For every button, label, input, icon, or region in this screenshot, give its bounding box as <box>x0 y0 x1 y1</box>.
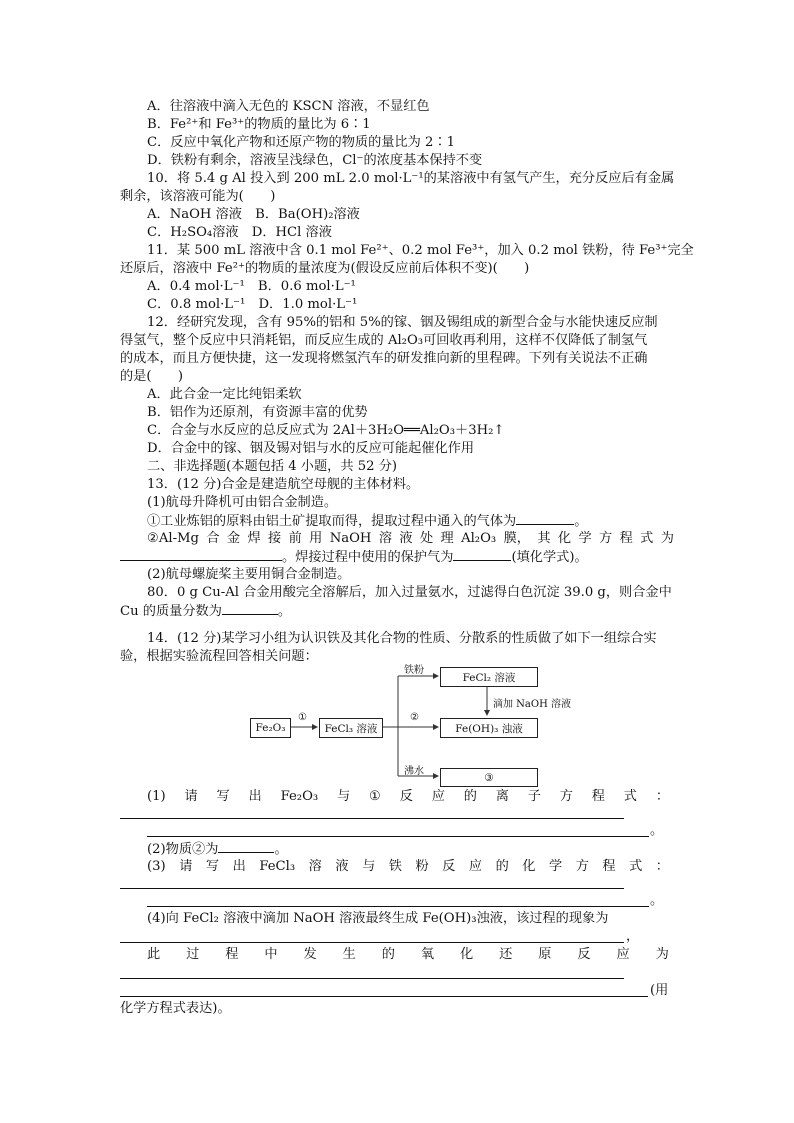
justified-word: 请 <box>179 859 193 874</box>
justified-word: 方 <box>559 789 573 804</box>
q13-part2-text: Cu 的质量分数为 <box>120 604 222 619</box>
q12-option-c: C．合金与水反应的总反应式为 2Al＋3H₂O══Al₂O₃＋3H₂↑ <box>147 423 505 438</box>
q14-part4-last: 化学方程式表达)。 <box>120 1001 231 1016</box>
justified-word: 还 <box>499 947 513 962</box>
q9-option-b: B．Fe²⁺和 Fe³⁺的物质的量比为 6∶1 <box>147 117 371 132</box>
justified-word: 理 <box>440 531 454 546</box>
boiling-water-label: 沸水 <box>404 766 424 777</box>
q14-part2-text: (2)物质②为 <box>147 842 219 857</box>
justified-word: 膜， <box>503 531 530 546</box>
answer-line[interactable] <box>120 996 648 997</box>
justified-word: ②Al-Mg <box>147 531 199 546</box>
justified-word: ： <box>655 789 669 804</box>
justified-word: 前 <box>288 531 302 546</box>
q14-part1 <box>147 788 669 806</box>
step1-label: ① <box>298 712 307 723</box>
q14-part2-end: 。 <box>274 842 288 857</box>
fe2o3-box: Fe₂O₃ <box>250 718 291 738</box>
fecl3-box: FeCl₃ 溶液 <box>319 718 383 738</box>
justified-word: 过 <box>186 947 200 962</box>
justified-word: 学 <box>548 859 563 874</box>
q13-stem: 13．(12 分)合金是建造航空母舰的主体材料。 <box>147 477 420 492</box>
justified-word: 方 <box>575 859 589 874</box>
step3-box: ③ <box>440 768 538 787</box>
justified-word: 出 <box>232 859 246 874</box>
justified-word: 与 <box>362 859 376 874</box>
justified-word: 反 <box>577 947 591 962</box>
q14-part4-line2 <box>147 946 669 964</box>
justified-word: 用 <box>309 531 323 546</box>
justified-word: 请 <box>184 789 198 804</box>
answer-line[interactable] <box>147 906 649 907</box>
q11-stem-line1: 11．某 500 mL 溶液中含 0.1 mol Fe²⁺、0.2 mol Fe³⁺，加入 0.2 mol 铁粉，待 Fe³⁺完全 <box>147 243 694 258</box>
justified-word: 的 <box>495 859 509 874</box>
justified-word: 为 <box>655 947 669 962</box>
justified-word: 金 <box>226 531 241 546</box>
justified-word: 接 <box>268 531 282 546</box>
justified-word: (1) <box>147 789 166 804</box>
justified-word: 的 <box>463 789 477 804</box>
answer-line[interactable] <box>120 888 624 889</box>
justified-word: 离 <box>495 789 509 804</box>
answer-blank[interactable] <box>218 840 274 853</box>
feoh3-box: Fe(OH)₃ 浊液 <box>440 718 538 738</box>
q12-stem-line1: 12．经研究发现，含有 95%的铝和 5%的镓、铟及锡组成的新型合金与水能快速反应制 <box>147 315 658 330</box>
justified-word: 合 <box>206 531 220 546</box>
justified-word: 生 <box>342 947 356 962</box>
q13-part2-line1: 80．0 g Cu-Al 合金用酸完全溶解后，加入过量氨水，过滤得白色沉淀 39.0 g，则合金中 <box>147 585 672 600</box>
q14-stem-line2: 验，根据实验流程回答相关问题： <box>120 649 318 664</box>
q14-part3-end: 。 <box>650 893 664 908</box>
justified-word: 粉 <box>415 859 429 874</box>
q12-stem-line4: 的是( ) <box>120 369 184 384</box>
answer-line[interactable] <box>120 942 624 943</box>
section-heading: 二、非选择题(本题包括 4 小题，共 52 分) <box>147 459 398 474</box>
justified-word: 液 <box>335 859 349 874</box>
justified-word: 方 <box>599 531 613 546</box>
justified-word: 化 <box>460 947 474 962</box>
q13-part1a-text: ①工业炼铝的原料由铝土矿提取而得，提取过程中通入的气体为 <box>147 514 517 529</box>
answer-line[interactable] <box>120 978 624 979</box>
justified-word: 程 <box>591 789 605 804</box>
q13-part1b-mid: 。焊接过程中使用的保护气为 <box>282 550 454 565</box>
q14-part4-end: ， <box>626 929 640 944</box>
justified-word: 溶 <box>308 859 322 874</box>
justified-word: ① <box>369 789 381 804</box>
justified-word: 反 <box>442 859 456 874</box>
q14-part2 <box>147 840 288 859</box>
q10-stem-line2: 剩余，该溶液可能为( ) <box>120 189 276 204</box>
q12-option-b: B．铝作为还原剂，有资源丰富的优势 <box>147 405 368 420</box>
q12-stem-line3: 的成本，而且方便快捷，这一发现将燃氢汽车的研发推向新的里程碑。下列有关说法不正确 <box>120 351 648 366</box>
q13-part2-end: 。 <box>277 604 292 619</box>
q10-options-cd: C．H₂SO₄溶液 D．HCl 溶液 <box>147 225 332 240</box>
q13-part1b-tail: (填化学式)。 <box>511 550 588 565</box>
justified-word: 式 <box>629 859 643 874</box>
justified-word: 应 <box>616 947 630 962</box>
q13-part1: (1)航母升降机可由铝合金制造。 <box>147 495 338 510</box>
justified-word: 化 <box>557 531 572 546</box>
q14-part4-tail: (用 <box>650 983 669 998</box>
justified-word: 氧 <box>420 947 435 962</box>
q14-stem-line1: 14．(12 分)某学习小组为认识铁及其化合物的性质、分散系的性质做了如下一组综合实 <box>147 631 657 646</box>
q10-options-ab: A．NaOH 溶液 B．Ba(OH)₂溶液 <box>147 207 360 222</box>
justified-word: 铁 <box>388 859 402 874</box>
justified-word: 中 <box>264 947 278 962</box>
q13-part1a-end: 。 <box>574 514 588 529</box>
justified-word: 的 <box>381 947 395 962</box>
justified-word: 反 <box>399 789 413 804</box>
q11-options-ab: A．0.4 mol·L⁻¹ B．0.6 mol·L⁻¹ <box>147 279 356 294</box>
justified-word: 此 <box>147 947 161 962</box>
answer-line[interactable] <box>120 818 624 819</box>
q12-option-d: D．合金中的镓、铟及锡对铝与水的反应可能起催化作用 <box>147 441 475 456</box>
q12-option-a: A．此合金一定比纯铝柔软 <box>147 387 302 402</box>
justified-word: 与 <box>337 789 351 804</box>
justified-word: (3) <box>147 859 166 874</box>
q9-option-d: D．铁粉有剩余，溶液呈浅绿色，Cl⁻的浓度基本保持不变 <box>147 153 483 168</box>
justified-word: 程 <box>619 531 633 546</box>
justified-word: 发 <box>303 947 317 962</box>
justified-word: 为 <box>660 531 674 546</box>
justified-word: Fe₂O₃ <box>280 789 319 804</box>
q11-stem-line2: 还原后，溶液中 Fe²⁺的物质的量浓度为(假设反应前后体积不变)( ) <box>120 261 530 276</box>
q12-stem-line2: 得氢气，整个反应中只消耗铝，而反应生成的 Al₂O₃可回收再利用，这样不仅降低了制氢气 <box>120 333 648 348</box>
q13-part2: (2)航母螺旋桨主要用铜合金制造。 <box>147 567 351 582</box>
justified-word: 出 <box>248 789 262 804</box>
justified-word: 处 <box>419 531 434 546</box>
justified-word: 子 <box>527 789 541 804</box>
justified-word: Al₂O₃ <box>461 531 497 546</box>
q14-part1-end: 。 <box>650 823 664 838</box>
justified-word: 程 <box>225 947 239 962</box>
q9-option-a: A．往溶液中滴入无色的 KSCN 溶液，不显红色 <box>147 99 430 114</box>
naoh-label: 滴加 NaOH 溶液 <box>493 699 571 710</box>
justified-word: 原 <box>538 947 552 962</box>
justified-word: 式 <box>623 789 637 804</box>
fecl2-box: FeCl₂ 溶液 <box>440 667 538 687</box>
justified-word: ： <box>655 859 669 874</box>
justified-word: 式 <box>640 531 654 546</box>
justified-word: 其 <box>537 531 551 546</box>
justified-word: 焊 <box>247 531 261 546</box>
justified-word: 写 <box>205 859 220 874</box>
justified-word: 写 <box>216 789 230 804</box>
q9-option-c: C．反应中氧化产物和还原产物的物质的量比为 2∶1 <box>147 135 455 150</box>
q11-options-cd: C．0.8 mol·L⁻¹ D．1.0 mol·L⁻¹ <box>147 297 358 312</box>
justified-word: FeCl₃ <box>259 859 296 874</box>
q14-part4: (4)向 FeCl₂ 溶液中滴加 NaOH 溶液最终生成 Fe(OH)₃浊液，该过程的现象为 <box>147 911 609 926</box>
justified-word: 程 <box>602 859 616 874</box>
justified-word: 应 <box>431 789 445 804</box>
justified-word: 化 <box>522 859 536 874</box>
justified-word: 应 <box>468 859 483 874</box>
step2-label: ② <box>410 712 419 723</box>
q10-stem-line1: 10．将 5.4 g Al 投入到 200 mL 2.0 mol·L⁻¹的某溶液中有氢气产生，充分反应后有金属 <box>147 171 675 186</box>
justified-word: 液 <box>399 531 413 546</box>
justified-word: 溶 <box>378 531 392 546</box>
justified-word: 学 <box>578 531 592 546</box>
answer-line[interactable] <box>147 836 649 837</box>
iron-powder-label: 铁粉 <box>404 665 424 676</box>
q14-part3 <box>147 858 669 876</box>
justified-word: NaOH <box>329 531 372 546</box>
